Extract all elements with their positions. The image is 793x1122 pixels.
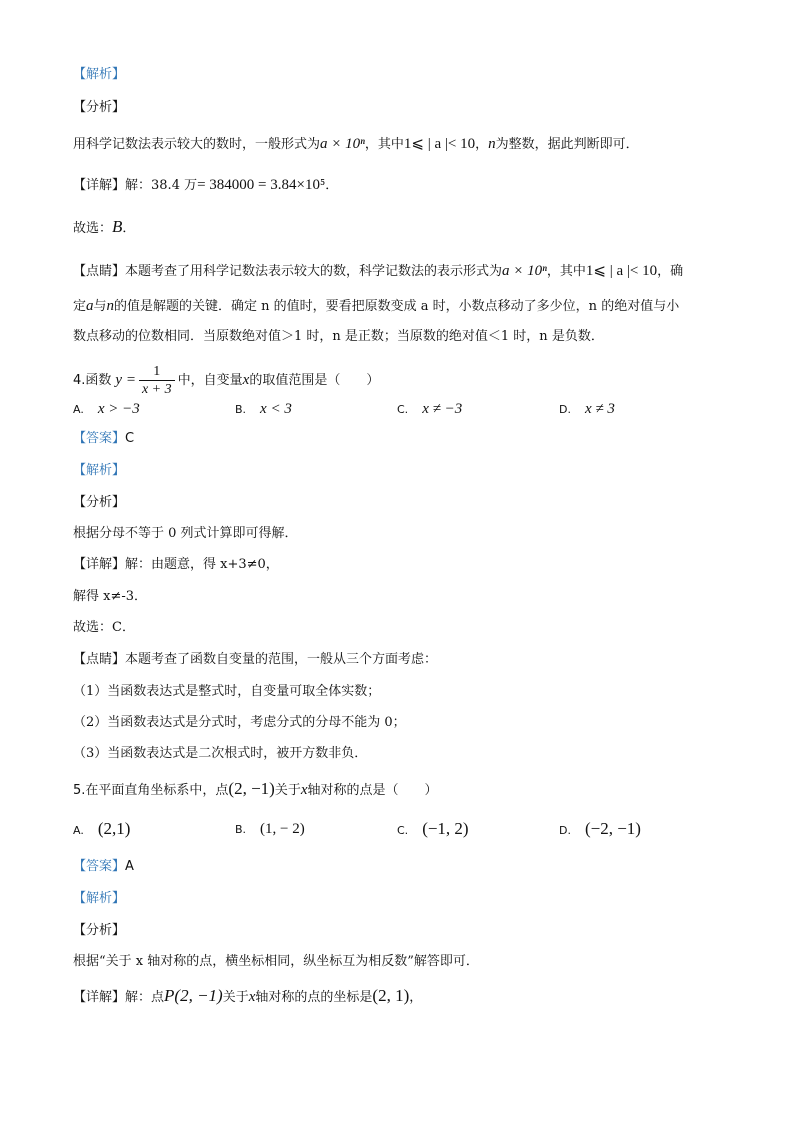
q4-point-3: （3）当函数表达式是二次根式时，被开方数非负． [73, 746, 368, 761]
choice-line [73, 218, 135, 238]
fenxi-text: ， [475, 137, 489, 152]
formula: 1⩽ | a |< 10 [403, 136, 476, 152]
fraction-denominator: x + 3 [141, 382, 172, 397]
dianjing-text: 本题考查了用科学记数法表示较大的数，科学记数法的表示形式为 [125, 264, 503, 279]
option-value: (−2, −1) [584, 819, 641, 838]
stem-text: 关于 [274, 783, 301, 798]
detail-text: 关于 [222, 990, 249, 1005]
formula: P(2, −1) [164, 986, 223, 1005]
q4-detail [73, 556, 279, 574]
q4-detail-2: 解得 x≠-3． [73, 589, 148, 604]
q5-jiexi-tag: 【解析】 [73, 891, 126, 906]
detail-text: 解：38.4 万 [125, 178, 198, 193]
stem-text: 的取值范围是（ ） [249, 373, 380, 388]
choice-text: ． [122, 221, 136, 236]
stem-text: 中，自变量 [177, 373, 243, 388]
q5-fenxi-tag: 【分析】 [73, 923, 126, 938]
dianjing-line-2 [73, 297, 679, 316]
q4-dianjing [73, 651, 437, 669]
answer-tag: 【答案】 [73, 859, 126, 874]
formula: (2, 1) [372, 986, 410, 1005]
q4-fenxi-text: 根据分母不等于 0 列式计算即可得解． [73, 526, 298, 541]
fraction-numerator: 1 [139, 363, 175, 381]
option-key: D. [559, 824, 571, 837]
answer-tag: 【答案】 [73, 431, 126, 446]
option-value: (−1, 2) [422, 819, 469, 838]
fenxi-paragraph [73, 135, 639, 154]
dianjing-line-3: 数点移动的位数相同．当原数绝对值＞1 时，n 是正数；当原数的绝对值＜1 时，n 是负数． [73, 329, 604, 344]
q5-option-d [559, 818, 641, 842]
answer-value: A [125, 859, 134, 874]
fenxi-text: ，其中 [364, 137, 404, 152]
option-value: (1, − 2) [260, 821, 305, 837]
detail-tag: 【详解】 [73, 178, 126, 193]
option-key: A. [73, 403, 84, 416]
variable: x [248, 989, 256, 1005]
fenxi-tag: 【分析】 [73, 100, 126, 115]
formula: = 384000 = 3.84×10⁵ [197, 177, 326, 193]
q4-jiexi-tag: 【解析】 [73, 463, 126, 478]
option-value: x ≠ 3 [584, 401, 615, 417]
variable: n [488, 136, 496, 152]
option-value: x ≠ −3 [422, 401, 463, 417]
q4-option-b [235, 398, 292, 421]
dianjing-text: ，其中 [546, 264, 586, 279]
q5-option-a [73, 818, 130, 842]
q4-stem [73, 362, 379, 399]
detail-text: 解：由题意，得 x+3≠0， [125, 557, 279, 572]
question-number: 4. [73, 373, 86, 388]
detail-text: ． [325, 178, 339, 193]
answer-value: C [125, 431, 135, 446]
q5-answer [73, 858, 134, 876]
q5-detail [73, 985, 422, 1009]
dianjing-line-1 [73, 262, 683, 281]
option-key: D. [559, 403, 571, 416]
choice-letter: B [112, 217, 123, 236]
option-value: x > −3 [97, 401, 140, 417]
detail-text: 解：点 [125, 990, 165, 1005]
formula: a × 10ⁿ [320, 136, 365, 152]
variable: a [86, 298, 94, 314]
q4-point-2: （2）当函数表达式是分式时，考虑分式的分母不能为 0； [73, 715, 406, 730]
option-key: C. [397, 403, 409, 416]
variable: n [106, 298, 115, 314]
q5-fenxi-text: 根据“关于 x 轴对称的点，横坐标相同，纵坐标互为相反数”解答即可． [73, 954, 479, 969]
dianjing-text: ，确 [657, 264, 684, 279]
detail-paragraph [73, 176, 338, 195]
q4-choice: 故选：C． [73, 620, 135, 635]
stem-text: 轴对称的点是（ ） [307, 783, 438, 798]
formula: y = [115, 372, 136, 388]
choice-text: 故选： [73, 221, 113, 236]
fenxi-text: 为整数，据此判断即可． [495, 137, 639, 152]
q5-option-b [235, 818, 305, 841]
detail-tag: 【详解】 [73, 990, 126, 1005]
option-value: x < 3 [260, 401, 292, 417]
q4-point-1: （1）当函数表达式是整式时，自变量可取全体实数； [73, 684, 381, 699]
option-key: C. [397, 824, 409, 837]
detail-text: 轴对称的点的坐标是 [255, 990, 373, 1005]
q4-answer [73, 430, 134, 448]
formula: (2, −1) [228, 779, 275, 798]
dianjing-text: 本题考查了函数自变量的范围，一般从三个方面考虑： [125, 652, 438, 667]
variable: x [242, 372, 250, 388]
jiexi-tag: 【解析】 [73, 67, 126, 82]
formula: 1⩽ | a |< 10 [585, 263, 658, 279]
question-number: 5. [73, 783, 86, 798]
option-key: B. [235, 823, 247, 836]
q4-option-a [73, 398, 140, 421]
q5-option-c [397, 818, 469, 842]
option-value: (2,1) [97, 819, 131, 838]
q4-option-c [397, 398, 462, 421]
q4-fenxi-tag: 【分析】 [73, 495, 126, 510]
detail-tag: 【详解】 [73, 557, 126, 572]
stem-text: 函数 [85, 373, 112, 388]
variable: x [300, 782, 308, 798]
dianjing-text: 定 [73, 299, 87, 314]
formula: a × 10ⁿ [502, 263, 547, 279]
stem-text: 在平面直角坐标系中，点 [85, 783, 229, 798]
dianjing-tag: 【点睛】 [73, 264, 126, 279]
option-key: B. [235, 403, 247, 416]
fenxi-text: 用科学记数法表示较大的数时，一般形式为 [73, 137, 321, 152]
detail-text: ， [409, 990, 423, 1005]
dianjing-tag: 【点睛】 [73, 652, 126, 667]
q4-option-d [559, 398, 615, 421]
fraction [139, 363, 175, 398]
q5-stem [73, 778, 438, 802]
dianjing-text: 的值是解题的关键．确定 n 的值时，要看把原数变成 a 时，小数点移动了多少位，n 的绝对值与小 [114, 299, 680, 314]
dianjing-text: 与 [93, 299, 107, 314]
option-key: A. [73, 824, 84, 837]
